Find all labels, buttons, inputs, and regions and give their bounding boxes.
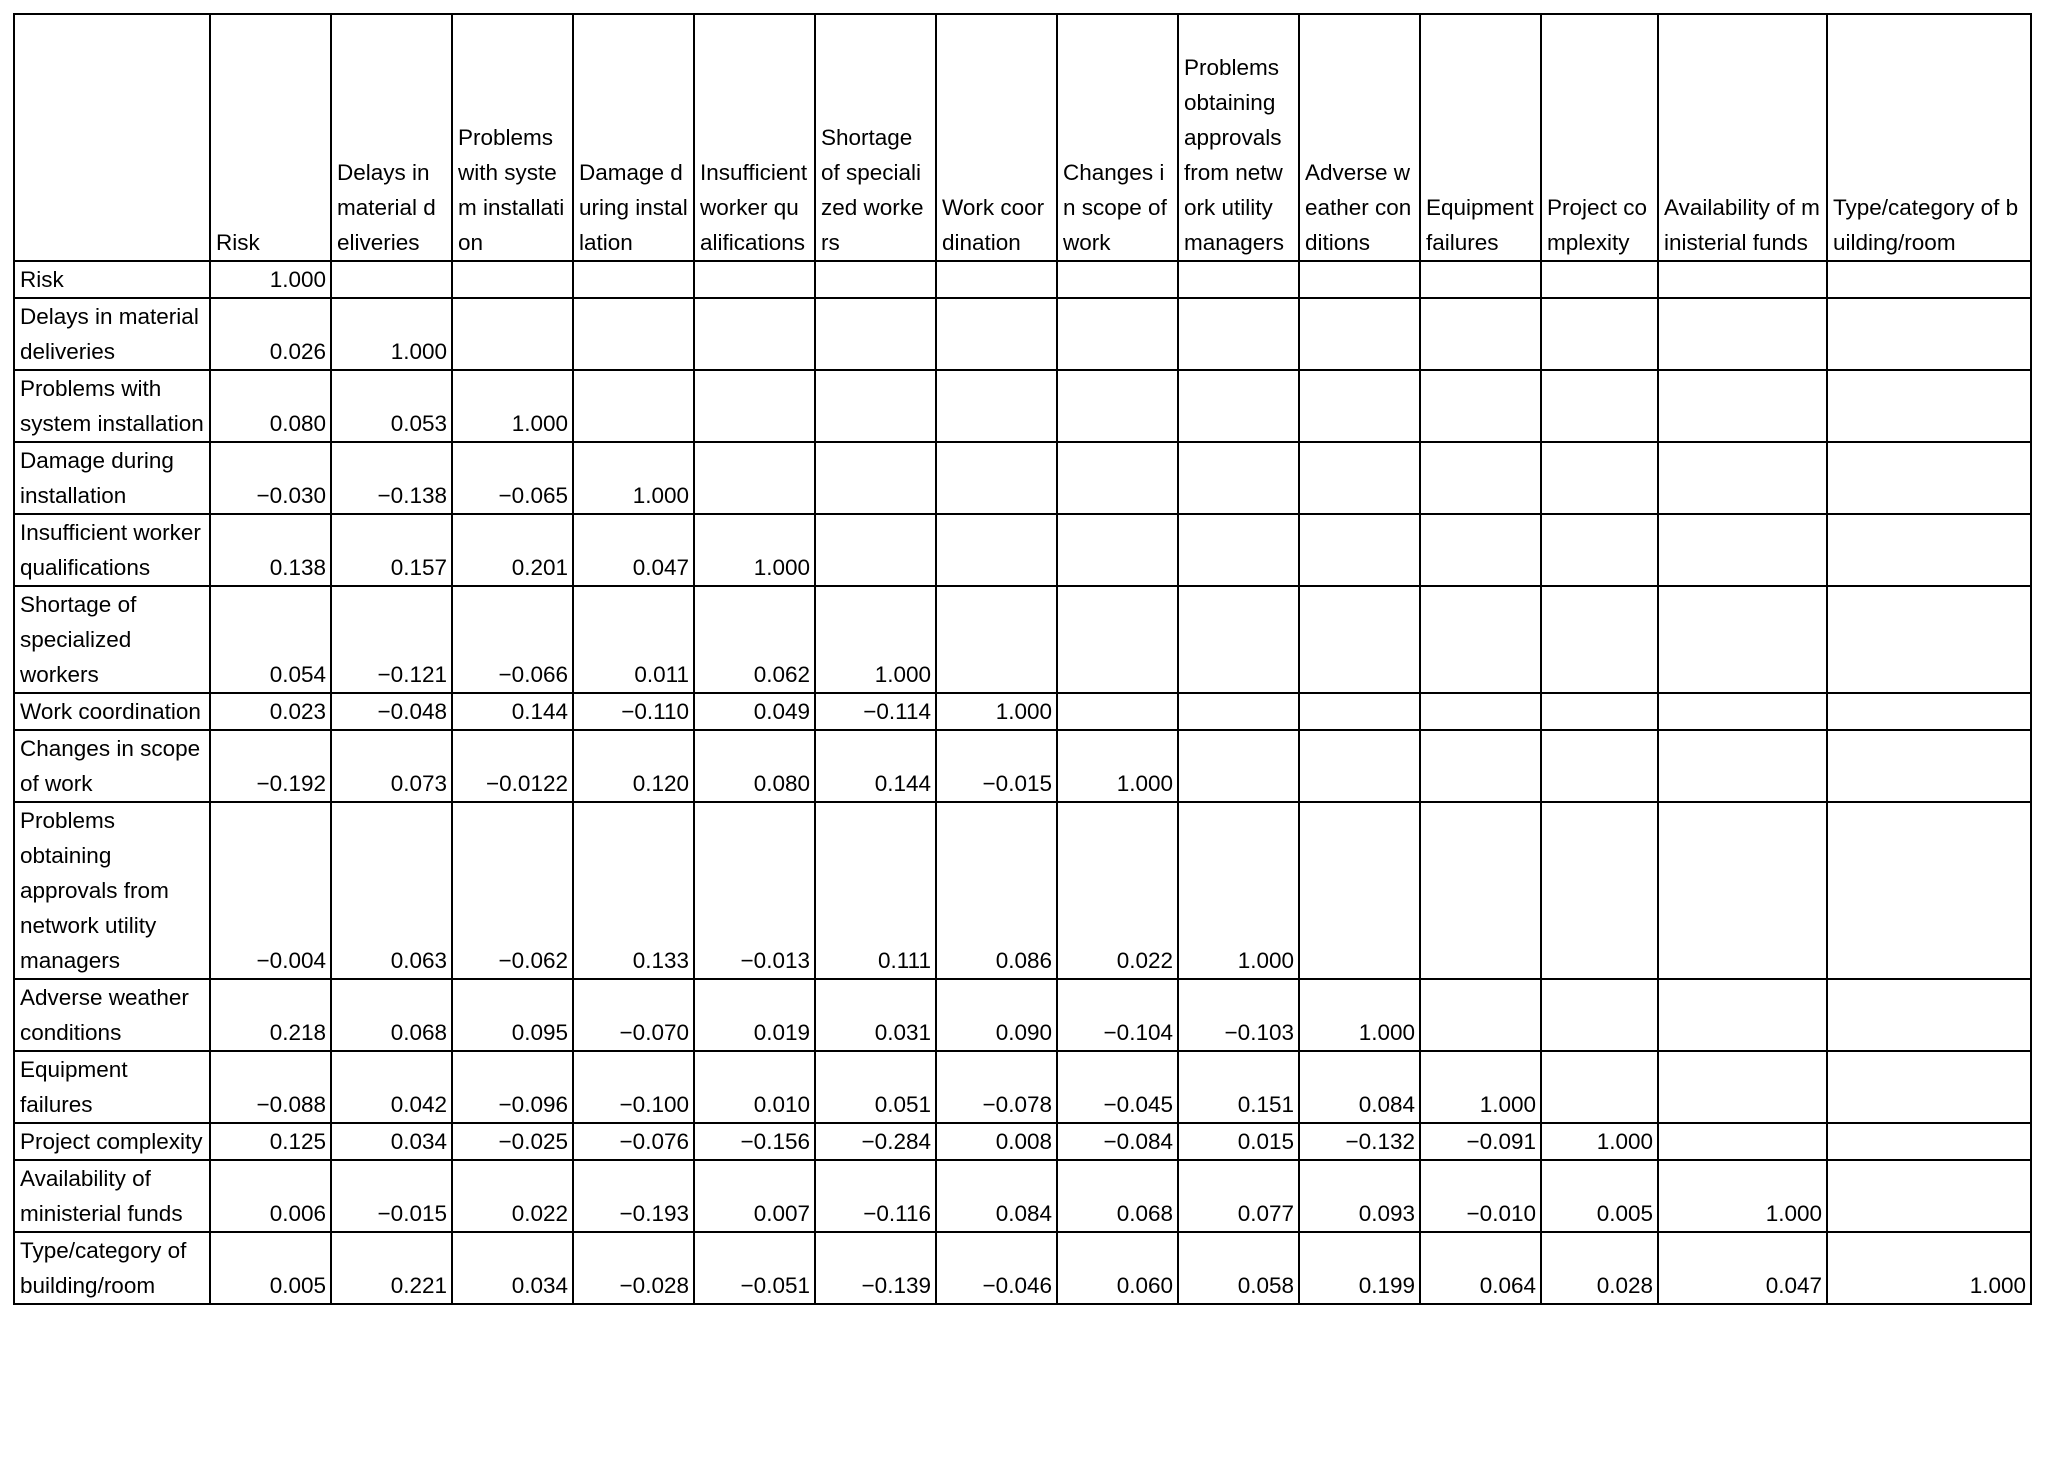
correlation-cell <box>573 370 694 442</box>
row-label: Equipment failures <box>14 1051 210 1123</box>
table-row <box>14 514 2031 586</box>
column-header: Damage during installation <box>573 14 694 261</box>
correlation-cell <box>1827 1160 2031 1232</box>
correlation-cell: −0.0122 <box>452 730 573 802</box>
correlation-cell: −0.051 <box>694 1232 815 1304</box>
correlation-cell <box>1541 1051 1658 1123</box>
row-label: Problems obtaining approvals from network utility managers <box>14 802 210 979</box>
correlation-cell <box>1057 298 1178 370</box>
correlation-cell <box>1658 1051 1827 1123</box>
correlation-cell <box>936 298 1057 370</box>
correlation-cell <box>1178 442 1299 514</box>
correlation-cell <box>1658 298 1827 370</box>
correlation-cell: −0.046 <box>936 1232 1057 1304</box>
correlation-cell: −0.104 <box>1057 979 1178 1051</box>
correlation-cell <box>1827 979 2031 1051</box>
correlation-cell: 1.000 <box>1827 1232 2031 1304</box>
correlation-cell <box>1420 514 1541 586</box>
correlation-cell: 0.062 <box>694 586 815 693</box>
table-row <box>14 1123 2031 1160</box>
correlation-cell: 0.034 <box>331 1123 452 1160</box>
correlation-cell: 0.019 <box>694 979 815 1051</box>
correlation-cell <box>936 370 1057 442</box>
correlation-cell <box>1178 370 1299 442</box>
correlation-cell: −0.048 <box>331 693 452 730</box>
correlation-cell <box>573 298 694 370</box>
correlation-cell: 0.125 <box>210 1123 331 1160</box>
correlation-cell: 0.031 <box>815 979 936 1051</box>
row-label: Delays in material deliveries <box>14 298 210 370</box>
correlation-cell: 1.000 <box>1057 730 1178 802</box>
correlation-cell: −0.010 <box>1420 1160 1541 1232</box>
correlation-cell: −0.030 <box>210 442 331 514</box>
column-header: Equipment failures <box>1420 14 1541 261</box>
correlation-cell: 0.051 <box>815 1051 936 1123</box>
correlation-cell: −0.065 <box>452 442 573 514</box>
correlation-cell: 1.000 <box>1541 1123 1658 1160</box>
column-header: Changes in scope of work <box>1057 14 1178 261</box>
correlation-cell <box>1057 514 1178 586</box>
row-label: Work coordination <box>14 693 210 730</box>
correlation-cell <box>1658 586 1827 693</box>
correlation-cell: 1.000 <box>1178 802 1299 979</box>
correlation-cell <box>694 261 815 298</box>
correlation-cell <box>1057 261 1178 298</box>
column-header: Project complexity <box>1541 14 1658 261</box>
correlation-cell: −0.121 <box>331 586 452 693</box>
correlation-cell <box>1827 442 2031 514</box>
correlation-cell <box>1299 586 1420 693</box>
correlation-cell <box>1299 298 1420 370</box>
correlation-cell <box>1299 730 1420 802</box>
table-row <box>14 1232 2031 1304</box>
correlation-cell <box>1420 730 1541 802</box>
correlation-cell: 1.000 <box>936 693 1057 730</box>
corner-cell <box>14 14 210 261</box>
correlation-cell <box>815 514 936 586</box>
correlation-cell: 0.005 <box>210 1232 331 1304</box>
correlation-cell: 0.026 <box>210 298 331 370</box>
correlation-cell: 1.000 <box>573 442 694 514</box>
correlation-cell <box>1541 730 1658 802</box>
correlation-cell <box>1827 1051 2031 1123</box>
correlation-cell <box>1420 693 1541 730</box>
correlation-cell <box>1420 802 1541 979</box>
correlation-cell: 0.093 <box>1299 1160 1420 1232</box>
correlation-cell: 0.077 <box>1178 1160 1299 1232</box>
correlation-cell <box>1827 261 2031 298</box>
correlation-cell: 1.000 <box>1299 979 1420 1051</box>
correlation-cell: 0.199 <box>1299 1232 1420 1304</box>
correlation-cell: 0.053 <box>331 370 452 442</box>
correlation-cell <box>815 298 936 370</box>
correlation-cell <box>1178 730 1299 802</box>
correlation-cell <box>1420 979 1541 1051</box>
correlation-cell <box>936 261 1057 298</box>
correlation-cell <box>1299 442 1420 514</box>
correlation-cell: 0.015 <box>1178 1123 1299 1160</box>
row-label: Type/category of building/room <box>14 1232 210 1304</box>
correlation-cell <box>1658 730 1827 802</box>
correlation-cell: 0.049 <box>694 693 815 730</box>
column-header: Delays in material deliveries <box>331 14 452 261</box>
correlation-cell: 1.000 <box>331 298 452 370</box>
correlation-cell: −0.091 <box>1420 1123 1541 1160</box>
correlation-cell <box>1178 693 1299 730</box>
correlation-cell <box>1658 514 1827 586</box>
correlation-cell: −0.156 <box>694 1123 815 1160</box>
correlation-cell <box>1178 298 1299 370</box>
table-row <box>14 586 2031 693</box>
correlation-cell <box>1658 693 1827 730</box>
correlation-cell <box>1420 370 1541 442</box>
correlation-cell: −0.284 <box>815 1123 936 1160</box>
correlation-cell: 0.144 <box>452 693 573 730</box>
correlation-cell: 0.133 <box>573 802 694 979</box>
correlation-cell: 0.011 <box>573 586 694 693</box>
correlation-cell: 0.218 <box>210 979 331 1051</box>
correlation-cell: −0.110 <box>573 693 694 730</box>
correlation-cell: 0.047 <box>573 514 694 586</box>
correlation-cell <box>1420 261 1541 298</box>
table-row <box>14 730 2031 802</box>
correlation-cell: 0.201 <box>452 514 573 586</box>
correlation-cell: −0.139 <box>815 1232 936 1304</box>
row-label: Adverse weather conditions <box>14 979 210 1051</box>
correlation-cell <box>1057 693 1178 730</box>
correlation-cell <box>936 586 1057 693</box>
correlation-cell: 0.221 <box>331 1232 452 1304</box>
correlation-cell <box>1299 802 1420 979</box>
row-label: Problems with system installation <box>14 370 210 442</box>
correlation-cell <box>1541 370 1658 442</box>
correlation-cell: −0.062 <box>452 802 573 979</box>
correlation-cell <box>1541 979 1658 1051</box>
correlation-cell: −0.138 <box>331 442 452 514</box>
correlation-cell: −0.088 <box>210 1051 331 1123</box>
correlation-cell <box>1827 802 2031 979</box>
correlation-cell <box>1827 370 2031 442</box>
correlation-cell: −0.013 <box>694 802 815 979</box>
table-body <box>14 261 2031 1304</box>
correlation-cell: −0.078 <box>936 1051 1057 1123</box>
correlation-cell: −0.100 <box>573 1051 694 1123</box>
correlation-cell <box>1057 586 1178 693</box>
table-row <box>14 802 2031 979</box>
correlation-cell: 0.084 <box>1299 1051 1420 1123</box>
correlation-cell <box>1178 586 1299 693</box>
correlation-cell <box>1420 586 1541 693</box>
column-header: Problems with system installation <box>452 14 573 261</box>
correlation-cell <box>1541 802 1658 979</box>
column-header: Work coordination <box>936 14 1057 261</box>
correlation-cell: −0.116 <box>815 1160 936 1232</box>
correlation-cell: 0.080 <box>210 370 331 442</box>
row-label: Shortage of specialized workers <box>14 586 210 693</box>
correlation-cell: −0.076 <box>573 1123 694 1160</box>
correlation-cell: 0.144 <box>815 730 936 802</box>
row-label: Insufficient worker qualifications <box>14 514 210 586</box>
correlation-cell: 0.047 <box>1658 1232 1827 1304</box>
correlation-cell: 0.084 <box>936 1160 1057 1232</box>
correlation-cell <box>815 442 936 514</box>
correlation-cell: 0.042 <box>331 1051 452 1123</box>
correlation-cell: −0.070 <box>573 979 694 1051</box>
correlation-cell <box>1541 261 1658 298</box>
correlation-cell: −0.114 <box>815 693 936 730</box>
correlation-cell: 0.068 <box>331 979 452 1051</box>
column-header: Availability of ministerial funds <box>1658 14 1827 261</box>
correlation-cell: 0.054 <box>210 586 331 693</box>
correlation-cell <box>815 261 936 298</box>
correlation-cell: 0.086 <box>936 802 1057 979</box>
correlation-cell <box>1299 370 1420 442</box>
correlation-cell <box>1057 370 1178 442</box>
correlation-cell <box>1827 586 2031 693</box>
correlation-cell: −0.028 <box>573 1232 694 1304</box>
header-row <box>14 14 2031 261</box>
correlation-cell <box>936 514 1057 586</box>
correlation-cell: −0.132 <box>1299 1123 1420 1160</box>
correlation-cell: −0.004 <box>210 802 331 979</box>
table-row <box>14 1160 2031 1232</box>
correlation-cell: −0.084 <box>1057 1123 1178 1160</box>
correlation-cell: 0.005 <box>1541 1160 1658 1232</box>
correlation-cell: −0.015 <box>331 1160 452 1232</box>
correlation-cell: 1.000 <box>694 514 815 586</box>
column-header: Insufficient worker qualifications <box>694 14 815 261</box>
correlation-cell <box>452 298 573 370</box>
correlation-cell: −0.103 <box>1178 979 1299 1051</box>
correlation-cell <box>1827 693 2031 730</box>
table-row <box>14 1051 2031 1123</box>
row-label: Availability of ministerial funds <box>14 1160 210 1232</box>
correlation-cell <box>694 298 815 370</box>
table-row <box>14 261 2031 298</box>
correlation-cell: 1.000 <box>452 370 573 442</box>
correlation-cell: 0.095 <box>452 979 573 1051</box>
correlation-cell: −0.066 <box>452 586 573 693</box>
correlation-cell <box>1420 442 1541 514</box>
correlation-cell <box>1658 261 1827 298</box>
column-header: Shortage of specialized workers <box>815 14 936 261</box>
column-header: Type/category of building/room <box>1827 14 2031 261</box>
correlation-cell: 0.023 <box>210 693 331 730</box>
correlation-cell: 0.010 <box>694 1051 815 1123</box>
table-row <box>14 298 2031 370</box>
correlation-cell <box>694 442 815 514</box>
correlation-cell <box>1658 979 1827 1051</box>
correlation-cell <box>1420 298 1541 370</box>
table-row <box>14 979 2031 1051</box>
correlation-cell: −0.193 <box>573 1160 694 1232</box>
correlation-cell <box>1178 514 1299 586</box>
correlation-cell <box>1658 802 1827 979</box>
correlation-cell: 0.157 <box>331 514 452 586</box>
correlation-matrix-table <box>13 13 2032 1305</box>
table-row <box>14 693 2031 730</box>
column-header: Problems obtaining approvals from network utility managers <box>1178 14 1299 261</box>
correlation-cell <box>1541 298 1658 370</box>
correlation-cell <box>573 261 694 298</box>
table-row <box>14 442 2031 514</box>
correlation-cell <box>1541 442 1658 514</box>
correlation-cell <box>815 370 936 442</box>
correlation-cell: 0.090 <box>936 979 1057 1051</box>
correlation-cell: 0.058 <box>1178 1232 1299 1304</box>
correlation-cell <box>1827 730 2031 802</box>
correlation-cell: 1.000 <box>1658 1160 1827 1232</box>
correlation-cell <box>936 442 1057 514</box>
correlation-cell: 0.111 <box>815 802 936 979</box>
correlation-cell: 0.073 <box>331 730 452 802</box>
correlation-cell: 0.068 <box>1057 1160 1178 1232</box>
correlation-cell: −0.045 <box>1057 1051 1178 1123</box>
correlation-cell: 1.000 <box>1420 1051 1541 1123</box>
correlation-cell: 0.138 <box>210 514 331 586</box>
correlation-cell: 0.064 <box>1420 1232 1541 1304</box>
correlation-cell <box>1827 514 2031 586</box>
correlation-cell <box>1541 514 1658 586</box>
correlation-cell <box>1057 442 1178 514</box>
correlation-cell: 1.000 <box>210 261 331 298</box>
correlation-cell: 0.022 <box>1057 802 1178 979</box>
correlation-cell: 0.151 <box>1178 1051 1299 1123</box>
correlation-cell: 0.060 <box>1057 1232 1178 1304</box>
correlation-cell: 0.006 <box>210 1160 331 1232</box>
correlation-cell: −0.096 <box>452 1051 573 1123</box>
row-label: Damage during installation <box>14 442 210 514</box>
correlation-cell <box>1178 261 1299 298</box>
row-label: Project complexity <box>14 1123 210 1160</box>
correlation-cell: 0.028 <box>1541 1232 1658 1304</box>
correlation-cell: −0.015 <box>936 730 1057 802</box>
correlation-cell <box>1541 586 1658 693</box>
row-label: Risk <box>14 261 210 298</box>
correlation-cell <box>452 261 573 298</box>
table-row <box>14 370 2031 442</box>
correlation-cell <box>1658 442 1827 514</box>
correlation-cell <box>694 370 815 442</box>
correlation-cell: 0.080 <box>694 730 815 802</box>
row-label: Changes in scope of work <box>14 730 210 802</box>
correlation-cell: −0.192 <box>210 730 331 802</box>
correlation-cell <box>1541 693 1658 730</box>
correlation-cell: 0.008 <box>936 1123 1057 1160</box>
correlation-cell: 0.022 <box>452 1160 573 1232</box>
correlation-cell <box>1827 298 2031 370</box>
correlation-cell <box>1299 693 1420 730</box>
correlation-cell: 0.120 <box>573 730 694 802</box>
correlation-cell <box>331 261 452 298</box>
correlation-cell: 1.000 <box>815 586 936 693</box>
correlation-cell: 0.007 <box>694 1160 815 1232</box>
correlation-cell <box>1827 1123 2031 1160</box>
correlation-cell <box>1299 514 1420 586</box>
correlation-cell <box>1658 1123 1827 1160</box>
correlation-cell: −0.025 <box>452 1123 573 1160</box>
column-header: Risk <box>210 14 331 261</box>
correlation-cell <box>1299 261 1420 298</box>
correlation-cell: 0.034 <box>452 1232 573 1304</box>
column-header: Adverse weather conditions <box>1299 14 1420 261</box>
correlation-cell <box>1658 370 1827 442</box>
correlation-cell: 0.063 <box>331 802 452 979</box>
